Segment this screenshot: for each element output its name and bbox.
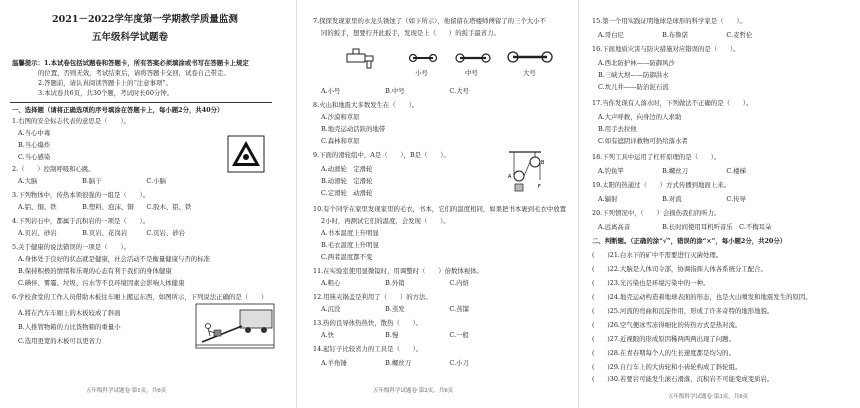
question-line: 16.下面地质灾害与防灾措施对应错误的是（ ）。 — [592, 45, 740, 53]
question-line: 同的扳手，想要拧开此扳手，发现是上（ ）的扳手最省力。 — [321, 29, 500, 37]
true-false-line: ( )30.若要岩可能发生滚石滑落，沉积岩不可能变成变质岩。 — [592, 375, 774, 383]
question-line: 1.右图的安全标志代表的意思是（ ）。 — [12, 117, 130, 125]
option-line: B.用手去拉他 — [598, 125, 637, 133]
exam-subtitle: 五年级科学试题卷 — [92, 32, 169, 43]
question-line: 11.在实验室使用显微镜时，用调整时（ ）倍数体视体。 — [313, 267, 483, 275]
true-false-line: ( )28.在青春期每个人的生长速度都是均匀的。 — [592, 349, 735, 357]
option-line: A.动滑轮 定滑轮 — [321, 165, 373, 173]
option-line: A.远离高音 B.长时间使用耳机听音乐 C.不掏耳朵 — [598, 223, 772, 231]
option-line: A.辐射 B.对流 C.传导 — [598, 195, 746, 203]
notice-line: 3.本试卷共6页，共30个题，考试时长60分钟。 — [38, 89, 174, 97]
question-line: 12.用筷夹锅盖是利用了（ ）的方法。 — [313, 293, 432, 301]
page-gutter — [296, 0, 297, 408]
true-false-line: ( )25.河流的弯曲和沉淀作用，形成了许多奇特的地形地貌。 — [592, 307, 774, 315]
option-line: C.定滑轮 动滑轮 — [321, 189, 373, 197]
option-line: A.羊角锤 B.螺丝刀 C.小刀 — [321, 359, 469, 367]
true-false-line: ( )24.地壳运动构造着地球表面的形态，也是火山喷发和地震发生的原因。 — [592, 293, 812, 301]
notice-line: 2.答题前，请认真阅读答题卡上的“注意事项”。 — [38, 79, 173, 87]
option-line: A.大脑 B.脑干 C.小脑 — [18, 177, 166, 185]
pulley-diagram-icon — [505, 150, 545, 198]
option-line: B.地壳运动活跃的地带 — [321, 125, 386, 133]
question-line: 14.起钉子比较省力的工具是（ ）。 — [313, 345, 423, 353]
question-line: 20.下列情况中，（ ）会损伤我们的听力。 — [592, 209, 721, 217]
question-line: 10.有个同学在家里发现家里的毛衣，书本，它们的温度相同，如果把书本裹到毛衣中放置 — [313, 205, 567, 213]
question-line: 15.第一个用实践证明地球是球形的科学家是（ ）。 — [592, 17, 746, 25]
option-line: A.將在汽车车厢上的木板较成了斜面 — [18, 309, 121, 317]
option-line: C.当心感染 — [18, 153, 51, 161]
exam-title: 2021－2022学年度第一学期教学质量监测 — [52, 14, 238, 25]
ramp-illustration-icon — [196, 304, 274, 348]
option-line: C.如有遮阴评救物可扔给落水者 — [598, 137, 688, 145]
wrench-label: 中号 — [465, 69, 478, 77]
notice-line: 温馨提示：1.本试卷包括试题卷和答题卡，所有答案必须填涂或书写在答题卡上规定 — [12, 59, 249, 67]
question-line: 17.当你发现有人落水时，下列做法不正确的是（ ）。 — [592, 99, 753, 107]
question-line: 19.太阳的热通过（ ）方式传播到地面上来。 — [592, 181, 730, 189]
option-line: B.人推管物箱的力比货物箱的重量小 — [18, 323, 121, 331]
true-false-line: ( )23.光污染也是环境污染中的一种。 — [592, 279, 710, 287]
option-line: A.铝、铜、铁 B.塑料、泡沫、铜 C.胶木、铝、铁 — [18, 203, 192, 211]
section-heading: 一、选择题（请将正确选项的序号填涂在答题卡上，每小题2分，共40分） — [12, 106, 224, 114]
warning-sign-icon — [228, 136, 264, 172]
question-line: 2.（ ）控制呼吸和心跳。 — [12, 165, 95, 173]
page-gutter — [578, 0, 579, 408]
svg-text:F: F — [538, 184, 541, 190]
option-line: A.大声呼救，向身边的人求助 — [598, 113, 682, 121]
notice-line: 的位置，否则无效，考试结束后，请将答题卡交回，试卷自己带走。 — [38, 69, 230, 77]
option-line: B.当心爆炸 — [18, 141, 51, 149]
svg-text:A: A — [508, 174, 512, 180]
wrench-label: 大号 — [523, 69, 536, 77]
option-line: A.钓鱼竿 B.螺丝刀 C.楼梯 — [598, 167, 746, 175]
option-line: A.当心中毒 — [18, 129, 51, 137]
true-false-line: ( )26.空气便冰雪冻得细化的传热方式是热对流。 — [592, 321, 742, 329]
option-line: A.西北防护林——防御风沙 — [598, 59, 675, 67]
divider — [10, 102, 272, 103]
page-footer: 五年级科学试题卷·第2页，共6页 — [373, 388, 454, 394]
exam-page-2 — [305, 0, 567, 408]
faucet-icon — [345, 48, 379, 76]
true-false-line: ( )29.自行车上的大齿轮和小齿轮构成了斜轮组。 — [592, 363, 742, 371]
question-line: 9.下面的滑轮组中，A是（ ），B是（ ）。 — [313, 151, 450, 159]
true-false-line: ( )21.白水下的矿中不需要进行灭菌处理。 — [592, 251, 723, 259]
question-line: 13.热的良导体热热快，散热（ ）。 — [313, 319, 423, 327]
option-line: B.保持积极的情绪和乐观的心态有利于我们的身体健康 — [18, 267, 172, 275]
option-line: A.身体处于良好的状态就是健康，社会活动不是衡量健康与否的标准 — [18, 255, 210, 263]
option-line: A.沉没 B.蒸发 C.蒸馏 — [321, 305, 469, 313]
option-line: A.小号 B.中号 C.大号 — [321, 87, 469, 95]
wrench-medium-icon — [455, 50, 491, 66]
option-line: A.粗心 B.外销 C.内焙 — [321, 279, 469, 287]
option-line: C.碘伴、雾霾、垃圾、污水等不良环境因素会影响人体健康 — [18, 279, 185, 287]
option-line: C.两者温度都不变 — [321, 253, 373, 261]
question-line: 4.下列岩石中，都属于沉积岩的一项是（ ）。 — [12, 217, 150, 225]
option-line: B.三峡大坝——防御洪水 — [598, 71, 669, 79]
exam-page-3 — [588, 0, 860, 408]
question-line: 18.下列工具中运用了杠杆原理的是（ ）。 — [592, 153, 721, 161]
option-line: B.动滑轮 定滑轮 — [321, 177, 373, 185]
page-footer: 五年级科学试题卷·第3页，共6页 — [668, 394, 749, 400]
page-footer: 五年级科学试题卷·第1页，共6页 — [86, 388, 167, 394]
exam-page-1 — [0, 0, 282, 408]
true-false-line: ( )27.近视眼的形成原因稀两两两出现了问题。 — [592, 335, 735, 343]
option-line: B.毛衣温度上升明显 — [321, 241, 379, 249]
question-line: 5.关于健康的说法错误的一项是（ ）。 — [12, 243, 130, 251]
option-line: A.沙漠和草原 — [321, 113, 360, 121]
question-line: 7.探探发现家里的水龙头锈蚀了（如下所示），他留留在塔楼师傅留了的三个大小不 — [313, 17, 546, 25]
option-line: A.快 B.慢 C.一般 — [321, 331, 469, 339]
option-line: A.页岩、砂岩 B.页岩、花岗岩 C.页岩、砂岩 — [18, 229, 186, 237]
option-line: C.选用更宽的木板可以更省力 — [18, 337, 102, 345]
option-line: C.森林和草原 — [321, 137, 360, 145]
svg-text:B: B — [541, 160, 545, 166]
question-line: 3.下列物体中，传热本领很强的一组是（ ）。 — [12, 191, 150, 199]
true-false-line: ( )22.大脑是人体司令部，协调指挥人体各系统分工配合。 — [592, 265, 767, 273]
option-line: A.书本温度上升明显 — [321, 229, 379, 237]
section-heading: 二、判断题。（正确的涂“√”，错误的涂“×”，每小题2分，共20分） — [592, 237, 787, 245]
question-line: 6.学校食堂的工作人员借助木板往车厢上搬运东西，如图所示，下列说法正确的是（ ） — [12, 293, 268, 301]
wrench-label: 小号 — [415, 69, 428, 77]
wrench-large-icon — [507, 48, 553, 66]
question-line: 2小时，再测试它们的温度，会发现（ ）。 — [321, 217, 450, 225]
wrench-small-icon — [409, 50, 437, 66]
option-line: C.坎儿井——防治泥石流 — [598, 83, 669, 91]
option-line: A.哥白尼 B.布鲁诺 C.麦哲伦 — [598, 31, 753, 39]
question-line: 8.火山和地震大多数发生在（ ）。 — [313, 101, 419, 109]
